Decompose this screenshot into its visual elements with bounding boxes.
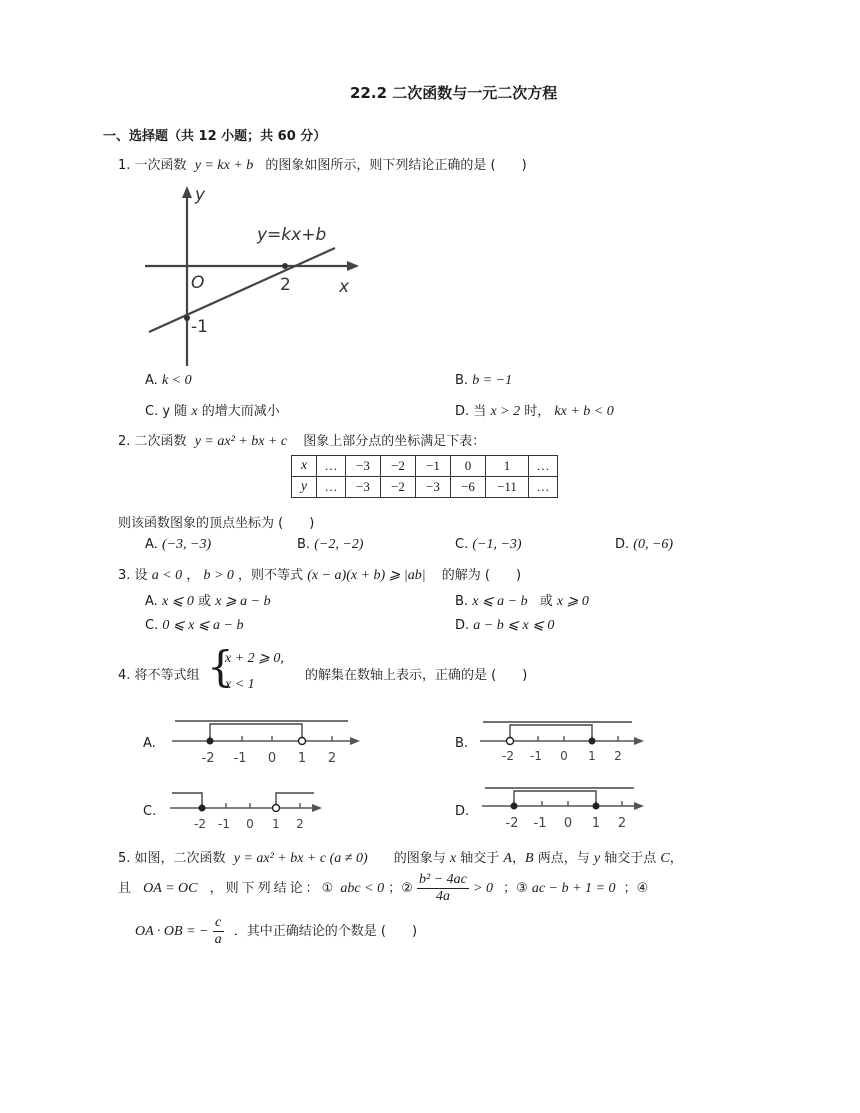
tick-label: 2 (614, 749, 622, 763)
question-number: 2. (118, 434, 131, 449)
tick-label: 1 (588, 749, 596, 763)
question-text: ，则不等式 (238, 568, 304, 583)
math-var: C (660, 851, 670, 866)
option-text: b = −1 (472, 373, 513, 388)
tick-label: 2 (327, 751, 337, 766)
math-var: x (191, 404, 198, 419)
option-3b[interactable] (455, 590, 589, 610)
number-line-c[interactable] (168, 784, 328, 836)
values-table (291, 455, 558, 498)
question-text: 且 (118, 881, 132, 896)
tick-label: 1 (591, 816, 601, 831)
question-text: 的图象如图所示，则下列结论正确的是 ( ) (265, 158, 527, 173)
tick-label: -1 (530, 749, 542, 763)
option-letter: D. (615, 537, 630, 552)
tick-label: -2 (505, 816, 519, 831)
question-number: 4. (118, 668, 131, 683)
question-text: 设 (134, 568, 148, 583)
system-line-2: x < 1 (225, 677, 255, 692)
fraction-numerator: c (213, 915, 224, 932)
question-1 (118, 154, 527, 174)
option-2c[interactable] (455, 537, 522, 553)
option-letter: C. (145, 618, 159, 633)
question-text: ，则下列结论：① (209, 881, 337, 896)
question-number: 3. (118, 568, 131, 583)
question-text: ， (511, 851, 525, 866)
math-expression: abc < 0 (340, 881, 385, 896)
question-text: ．其中正确结论的个数是 ( ) (233, 924, 418, 939)
fraction (213, 915, 224, 948)
math-expression: 0 ⩽ x ⩽ a − b (162, 618, 244, 633)
line-label: y=kx+b (257, 225, 327, 245)
option-2a[interactable] (145, 537, 211, 553)
question-text: ， (186, 568, 200, 583)
tick-label: 0 (267, 751, 277, 766)
tick-label: 1 (297, 751, 307, 766)
option-2b[interactable] (297, 537, 363, 553)
question-number: 1. (118, 158, 131, 173)
math-expression: > 0 (473, 881, 493, 896)
system-line-1: x + 2 ⩾ 0, (225, 651, 284, 666)
tick-label: 0 (563, 816, 573, 831)
option-letter: C. (455, 537, 469, 552)
question-5-line-1 (118, 847, 683, 867)
question-2 (118, 430, 485, 450)
option-4b-label[interactable]: B. (455, 736, 469, 751)
option-4a-label[interactable]: A. (143, 736, 156, 751)
linear-function-graph (135, 180, 375, 370)
tick-label: 1 (272, 817, 280, 831)
math-expression: ac − b + 1 = 0 (531, 881, 616, 896)
question-text: 一次函数 (134, 158, 187, 173)
question-5-line-3 (135, 915, 417, 948)
table-cell: −2 (381, 477, 416, 498)
question-text: ；③ (503, 881, 528, 896)
math-expression: (x − a)(x + b) ⩾ |ab| (307, 568, 426, 583)
question-text: ；② (388, 881, 413, 896)
question-text: 如图，二次函数 (134, 851, 226, 866)
option-text: k < 0 (161, 373, 192, 388)
math-expression: x > 2 (490, 404, 521, 419)
question-text: 轴交于点 (604, 851, 657, 866)
option-1a[interactable] (145, 373, 192, 389)
math-expression: y = kx + b (194, 158, 254, 173)
fraction-numerator: b² − 4ac (419, 872, 467, 887)
option-text: (−3, −3) (161, 537, 212, 552)
fraction-denominator: a (214, 932, 222, 947)
math-var: B (525, 851, 534, 866)
option-text: (0, −6) (633, 537, 674, 552)
math-expression: x ⩾ 0 (556, 594, 589, 609)
math-expression: x ⩾ a − b (215, 594, 271, 609)
tick-label: -2 (194, 817, 206, 831)
fraction (417, 872, 469, 905)
table-cell: 0 (451, 456, 486, 477)
math-expression: y = ax² + bx + c (194, 434, 288, 449)
table-row (292, 477, 558, 498)
question-text: 二次函数 (134, 434, 187, 449)
tick-label: 0 (560, 749, 568, 763)
question-text: 将不等式组 (134, 668, 200, 683)
x-intercept-label: 2 (280, 275, 291, 295)
option-text: 或 (539, 594, 553, 609)
table-cell: … (529, 477, 558, 498)
section-heading: 一、选择题（共 12 小题；共 60 分） (103, 129, 327, 144)
question-text: 则该函数图象的顶点坐标为 ( ) (118, 516, 315, 531)
option-text: y 随 (162, 404, 188, 419)
table-cell: −6 (451, 477, 486, 498)
question-4 (118, 664, 200, 683)
option-text: 或 (198, 594, 212, 609)
option-letter: A. (145, 594, 158, 609)
math-expression: b > 0 (203, 568, 234, 583)
question-text: 两点，与 (537, 851, 590, 866)
tick-label: -2 (502, 749, 514, 763)
number-line-a[interactable] (170, 712, 365, 770)
question-text: ， (669, 851, 683, 866)
math-var: y (593, 851, 601, 866)
option-letter: A. (145, 537, 158, 552)
math-expression: a − b ⩽ x ⩽ 0 (473, 618, 555, 633)
question-text: 的图象与 (393, 851, 446, 866)
y-axis-label: y (195, 185, 206, 205)
origin-label: O (191, 273, 205, 293)
math-expression: a < 0 (151, 568, 183, 583)
math-expression: kx + b < 0 (554, 404, 614, 419)
tick-label: -2 (201, 751, 215, 766)
system-brace: { (207, 642, 234, 691)
math-var: x (449, 851, 457, 866)
number-line-d[interactable] (480, 782, 650, 834)
math-expression: OA = OC (143, 881, 198, 896)
number-line-b[interactable] (478, 714, 648, 766)
option-letter: D. (455, 404, 470, 419)
option-4c-label[interactable]: C. (143, 804, 157, 819)
tick-label: 0 (246, 817, 254, 831)
table-cell: y (292, 477, 317, 498)
table-cell: … (317, 456, 346, 477)
math-expression: x ⩽ 0 (161, 594, 194, 609)
tick-label: -1 (233, 751, 247, 766)
question-text: 轴交于 (460, 851, 500, 866)
option-3a[interactable] (145, 590, 271, 610)
question-text: 的解集在数轴上表示，正确的是 ( ) (305, 668, 528, 683)
option-1c[interactable] (145, 400, 280, 420)
question-text: 图象上部分点的坐标满足下表： (303, 434, 486, 449)
tick-label: 2 (617, 816, 627, 831)
option-3c[interactable] (145, 617, 243, 634)
math-var: A (503, 851, 512, 866)
tick-label: 2 (296, 817, 304, 831)
page-title: 22.2 二次函数与一元二次方程 (350, 84, 558, 102)
option-2d[interactable] (615, 537, 673, 553)
option-4d-label[interactable]: D. (455, 804, 470, 819)
table-cell: 1 (486, 456, 529, 477)
table-cell: x (292, 456, 317, 477)
option-3d[interactable] (455, 617, 554, 634)
table-cell: −3 (346, 456, 381, 477)
option-letter: A. (145, 373, 158, 388)
table-cell: −11 (486, 477, 529, 498)
table-cell: −3 (346, 477, 381, 498)
question-text: 的解为 ( ) (441, 568, 522, 583)
option-text: 当 (473, 404, 487, 419)
table-row (292, 456, 558, 477)
question-5-line-2 (118, 872, 648, 905)
option-text: 的增大而减小 (201, 404, 280, 419)
option-1d[interactable] (455, 400, 614, 420)
question-text: ；④ (623, 881, 649, 896)
math-expression: x ⩽ a − b (472, 594, 528, 609)
x-axis-label: x (339, 277, 350, 297)
fraction-denominator: 4a (435, 889, 450, 904)
option-1b[interactable] (455, 373, 512, 389)
option-text: 时， (524, 404, 551, 419)
option-letter: C. (145, 404, 159, 419)
option-letter: B. (455, 594, 469, 609)
question-number: 5. (118, 851, 131, 866)
option-letter: B. (455, 373, 469, 388)
table-cell: −1 (416, 456, 451, 477)
option-letter: D. (455, 618, 470, 633)
y-intercept-label: -1 (191, 317, 208, 337)
question-3 (118, 564, 521, 584)
tick-label: -1 (218, 817, 230, 831)
math-expression: y = ax² + bx + c (a ≠ 0) (233, 851, 368, 866)
table-cell: −2 (381, 456, 416, 477)
tick-label: -1 (533, 816, 547, 831)
math-expression: OA · OB = − (135, 924, 209, 939)
option-text: (−1, −3) (472, 537, 522, 552)
option-text: (−2, −2) (314, 537, 364, 552)
table-cell: … (529, 456, 558, 477)
option-letter: B. (297, 537, 311, 552)
table-cell: … (317, 477, 346, 498)
table-cell: −3 (416, 477, 451, 498)
